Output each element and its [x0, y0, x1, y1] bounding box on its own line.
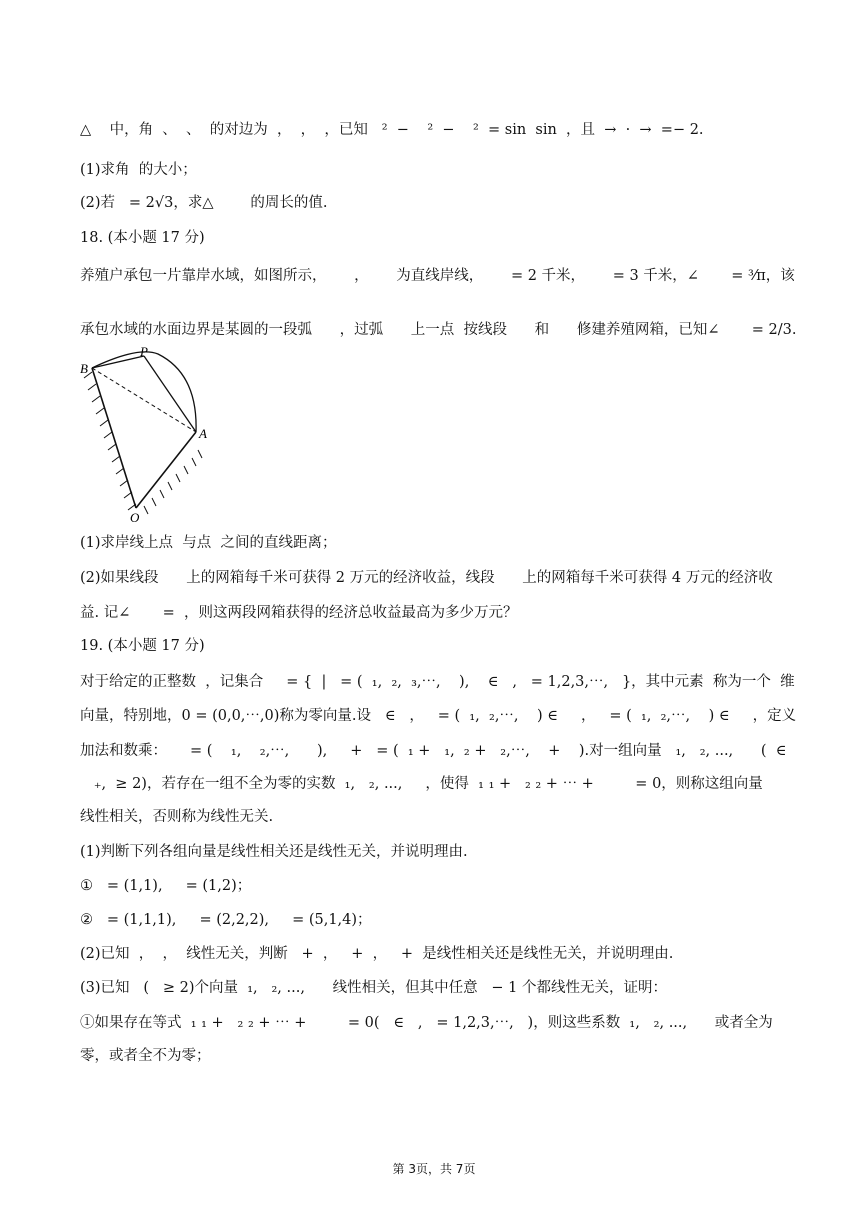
problem19-question1-a: ① = (1,1), = (1,2)； — [80, 878, 252, 894]
label-b: B — [80, 361, 88, 376]
page-footer: 第 3页，共 7页 — [392, 1162, 476, 1176]
problem19-line5: 线性相关，否则称为线性无关. — [80, 809, 274, 825]
problem19-line3: 加法和数乘： = ( ₁, ₂,⋯, ), + = ( ₁ + ₁, ₂ + ₂,⋯, + ).对一组向量 ₁, ₂, ..., ( ∈ — [80, 743, 787, 759]
problem17-question2: (2)若 = 2√3，求△ 的周长的值. — [80, 195, 328, 211]
problem18-question2-line1: (2)如果线段 上的网箱每千米可获得 2 万元的经济收益，线段 上的网箱每千米可获得 4 万元的经济收 — [80, 570, 773, 586]
label-o: O — [130, 510, 140, 524]
label-a: A — [199, 426, 207, 441]
problem18-question2-line2: 益. 记∠ = ，则这两段网箱获得的经济总收益最高为多少万元？ — [80, 605, 518, 621]
problem19-header: 19. (本小题 17 分) — [80, 638, 205, 654]
shore-hatching-oa — [144, 450, 202, 514]
problem19-question3-a-line1: ①如果存在等式 ₁ ₁ + ₂ ₂ + ⋯ + = 0( ∈ , = 1,2,3,⋯, )，则这些系数 ₁, ₂, ..., 或者全为 — [80, 1015, 773, 1031]
problem19-question3-a-line2: 零，或者全不为零； — [80, 1048, 211, 1064]
shore-line-ob — [92, 368, 136, 508]
shore-hatching-ob — [84, 372, 136, 510]
problem19-line2: 向量，特别地，0 = (0,0,⋯,0)称为零向量.设 ∈ ， = ( ₁, ₂,⋯, ) ∈ ， = ( ₁, ₂,⋯, ) ∈ ，定义 — [80, 708, 797, 724]
problem18-statement-line2: 承包水域的水面边界是某圆的一段弧 ，过弧 上一点 按线段 和 修建养殖网箱，已知∠ = 2/3. — [80, 322, 797, 338]
net-segment-pa — [144, 356, 196, 432]
problem19-question1-b: ② = (1,1,1), = (2,2,2), = (5,1,4)； — [80, 912, 372, 928]
problem18-header: 18. (本小题 17 分) — [80, 230, 205, 246]
label-p: P — [140, 344, 148, 359]
problem19-line4: ₊, ≥ 2)，若存在一组不全为零的实数 ₁, ₂, ..., ，使得 ₁ ₁ + ₂ ₂ + ⋯ + = 0，则称这组向量 — [80, 776, 763, 792]
problem18-figure — [78, 344, 228, 524]
problem17-question1: (1)求角 的大小； — [80, 162, 197, 178]
problem19-line1: 对于给定的正整数 ，记集合 = { | = ( ₁, ₂, ₃,⋯, ), ∈ , = 1,2,3,⋯, }，其中元素 称为一个 维 — [80, 674, 795, 690]
problem17-statement: △ 中，角 、 、 的对边为 ， ， ，已知 ² − ² − ² = sin sin ，且 → · → =− 2. — [80, 122, 704, 138]
problem19-question2: (2)已知 ， ， 线性无关，判断 + ， + ， + 是线性相关还是线性无关，并说明理由. — [80, 946, 674, 962]
problem19-question3: (3)已知 ( ≥ 2)个向量 ₁, ₂, ..., 线性相关，但其中任意 − 1 个都线性无关，证明： — [80, 980, 667, 996]
problem19-question1: (1)判断下列各组向量是线性相关还是线性无关，并说明理由. — [80, 844, 468, 860]
problem18-statement-line1: 养殖户承包一片靠岸水域，如图所示， ， 为直线岸线， = 2 千米， = 3 千米，∠ = ³⁄π，该 — [80, 268, 795, 284]
shore-line-oa — [136, 432, 196, 508]
problem18-question1: (1)求岸线上点 与点 之间的直线距离； — [80, 535, 337, 551]
dashed-segment-ba — [92, 368, 196, 432]
